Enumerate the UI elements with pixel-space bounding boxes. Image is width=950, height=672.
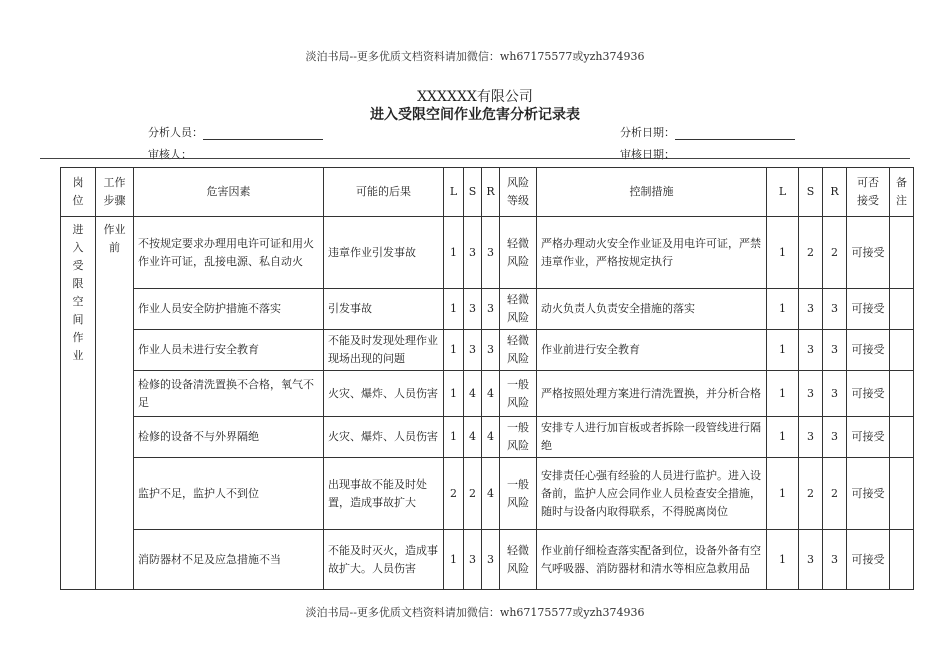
s2-cell: 2 xyxy=(799,217,823,289)
table-row xyxy=(61,417,914,458)
l2-cell: 1 xyxy=(767,289,799,330)
col-step: 工作 步骤 xyxy=(96,168,134,217)
r2-cell: 3 xyxy=(823,417,847,458)
s-cell: 3 xyxy=(464,330,482,371)
l2-cell: 1 xyxy=(767,530,799,590)
step-cell: 作业前 xyxy=(96,217,134,590)
remarks-cell xyxy=(890,217,914,289)
l-cell: 1 xyxy=(444,330,464,371)
r-cell: 3 xyxy=(482,289,500,330)
risk-level-cell: 轻微风险 xyxy=(500,289,537,330)
risk-level-cell: 一般风险 xyxy=(500,417,537,458)
footer-note: 淡泊书局--更多优质文档资料请加微信：wh67175577或yzh374936 xyxy=(305,606,645,619)
s-cell: 2 xyxy=(464,458,482,530)
consequence-cell: 引发事故 xyxy=(324,289,444,330)
s2-cell: 3 xyxy=(799,417,823,458)
r2-cell: 2 xyxy=(823,217,847,289)
s-cell: 4 xyxy=(464,417,482,458)
table-row xyxy=(61,330,914,371)
control-cell: 作业前进行安全教育 xyxy=(537,330,767,371)
consequence-cell: 不能及时灭火，造成事故扩大。人员伤害 xyxy=(324,530,444,590)
col-post: 岗 位 xyxy=(61,168,96,217)
s-cell: 3 xyxy=(464,217,482,289)
table-row xyxy=(61,371,914,417)
l-cell: 1 xyxy=(444,371,464,417)
col-r: R xyxy=(482,168,500,217)
control-cell: 严格办理动火安全作业证及用电许可证，严禁违章作业，严格按规定执行 xyxy=(537,217,767,289)
s2-cell: 3 xyxy=(799,330,823,371)
analysis-date-blank xyxy=(675,127,795,140)
table-row xyxy=(61,217,914,289)
control-cell: 严格按照处理方案进行清洗置换，并分析合格 xyxy=(537,371,767,417)
s2-cell: 3 xyxy=(799,530,823,590)
table-row xyxy=(61,458,914,530)
hazard-analysis-table xyxy=(60,167,914,590)
consequence-cell: 违章作业引发事故 xyxy=(324,217,444,289)
l2-cell: 1 xyxy=(767,217,799,289)
col-control: 控制措施 xyxy=(537,168,767,217)
s2-cell: 3 xyxy=(799,371,823,417)
remarks-cell xyxy=(890,371,914,417)
analysis-date-label: 分析日期： xyxy=(620,126,675,139)
reviewer-field xyxy=(148,146,192,162)
r2-cell: 3 xyxy=(823,289,847,330)
table-row xyxy=(61,289,914,330)
col-acceptable: 可否 接受 xyxy=(847,168,890,217)
analysis-date-field xyxy=(620,124,795,140)
s-cell: 3 xyxy=(464,289,482,330)
r-cell: 4 xyxy=(482,417,500,458)
r-cell: 3 xyxy=(482,217,500,289)
l-cell: 1 xyxy=(444,217,464,289)
col-r2: R xyxy=(823,168,847,217)
table-row xyxy=(61,530,914,590)
l-cell: 1 xyxy=(444,530,464,590)
risk-level-cell: 一般风险 xyxy=(500,371,537,417)
l2-cell: 1 xyxy=(767,371,799,417)
control-cell: 安排专人进行加盲板或者拆除一段管线进行隔绝 xyxy=(537,417,767,458)
company-name: XXXXXX有限公司 xyxy=(417,89,533,105)
col-s2: S xyxy=(799,168,823,217)
r-cell: 3 xyxy=(482,330,500,371)
analyst-field xyxy=(148,124,323,140)
header-note: 淡泊书局--更多优质文档资料请加微信：wh67175577或yzh374936 xyxy=(305,50,645,63)
acceptable-cell: 可接受 xyxy=(847,417,890,458)
hazard-cell: 消防器材不足及应急措施不当 xyxy=(134,530,324,590)
r2-cell: 3 xyxy=(823,371,847,417)
col-s: S xyxy=(464,168,482,217)
remarks-cell xyxy=(890,417,914,458)
header-rule xyxy=(40,158,910,159)
r2-cell: 3 xyxy=(823,330,847,371)
risk-level-cell: 轻微风险 xyxy=(500,530,537,590)
acceptable-cell: 可接受 xyxy=(847,530,890,590)
control-cell: 作业前仔细检查落实配备到位，设备外备有空气呼吸器、消防器材和清水等相应急救用品 xyxy=(537,530,767,590)
risk-level-cell: 轻微风险 xyxy=(500,330,537,371)
hazard-cell: 不按规定要求办理用电许可证和用火作业许可证，乱接电源、私自动火 xyxy=(134,217,324,289)
table-header-row xyxy=(61,168,914,217)
r-cell: 4 xyxy=(482,371,500,417)
remarks-cell xyxy=(890,530,914,590)
analyst-label: 分析人员： xyxy=(148,126,203,139)
control-cell: 安排责任心强有经验的人员进行监护。进入设备前，监护人应会同作业人员检查安全措施，随时与设备内取得联系，不得脱离岗位 xyxy=(537,458,767,530)
hazard-cell: 检修的设备清洗置换不合格，氧气不足 xyxy=(134,371,324,417)
col-consequence: 可能的后果 xyxy=(324,168,444,217)
control-cell: 动火负责人负责安全措施的落实 xyxy=(537,289,767,330)
col-l: L xyxy=(444,168,464,217)
l-cell: 1 xyxy=(444,417,464,458)
consequence-cell: 火灾、爆炸、人员伤害 xyxy=(324,371,444,417)
consequence-cell: 出现事故不能及时处置，造成事故扩大 xyxy=(324,458,444,530)
risk-level-cell: 轻微风险 xyxy=(500,217,537,289)
col-l2: L xyxy=(767,168,799,217)
review-date-field xyxy=(620,146,675,162)
s-cell: 3 xyxy=(464,530,482,590)
r2-cell: 3 xyxy=(823,530,847,590)
hazard-cell: 作业人员未进行安全教育 xyxy=(134,330,324,371)
reviewer-label: 审核人： xyxy=(148,148,192,161)
hazard-cell: 检修的设备不与外界隔绝 xyxy=(134,417,324,458)
acceptable-cell: 可接受 xyxy=(847,458,890,530)
l-cell: 1 xyxy=(444,289,464,330)
s2-cell: 2 xyxy=(799,458,823,530)
hazard-cell: 作业人员安全防护措施不落实 xyxy=(134,289,324,330)
review-date-label: 审核日期： xyxy=(620,148,675,161)
s-cell: 4 xyxy=(464,371,482,417)
col-hazard: 危害因素 xyxy=(134,168,324,217)
consequence-cell: 不能及时发现处理作业现场出现的问题 xyxy=(324,330,444,371)
analyst-blank xyxy=(203,127,323,140)
col-risk-level: 风险 等级 xyxy=(500,168,537,217)
document-title: 进入受限空间作业危害分析记录表 xyxy=(370,107,580,123)
acceptable-cell: 可接受 xyxy=(847,217,890,289)
acceptable-cell: 可接受 xyxy=(847,289,890,330)
l2-cell: 1 xyxy=(767,330,799,371)
r-cell: 3 xyxy=(482,530,500,590)
consequence-cell: 火灾、爆炸、人员伤害 xyxy=(324,417,444,458)
remarks-cell xyxy=(890,458,914,530)
acceptable-cell: 可接受 xyxy=(847,371,890,417)
risk-level-cell: 一般风险 xyxy=(500,458,537,530)
post-cell: 进 入 受 限 空 间 作 业 xyxy=(61,217,96,590)
l-cell: 2 xyxy=(444,458,464,530)
r-cell: 4 xyxy=(482,458,500,530)
remarks-cell xyxy=(890,289,914,330)
acceptable-cell: 可接受 xyxy=(847,330,890,371)
l2-cell: 1 xyxy=(767,417,799,458)
hazard-cell: 监护不足，监护人不到位 xyxy=(134,458,324,530)
col-remarks: 备 注 xyxy=(890,168,914,217)
s2-cell: 3 xyxy=(799,289,823,330)
r2-cell: 2 xyxy=(823,458,847,530)
remarks-cell xyxy=(890,330,914,371)
l2-cell: 1 xyxy=(767,458,799,530)
